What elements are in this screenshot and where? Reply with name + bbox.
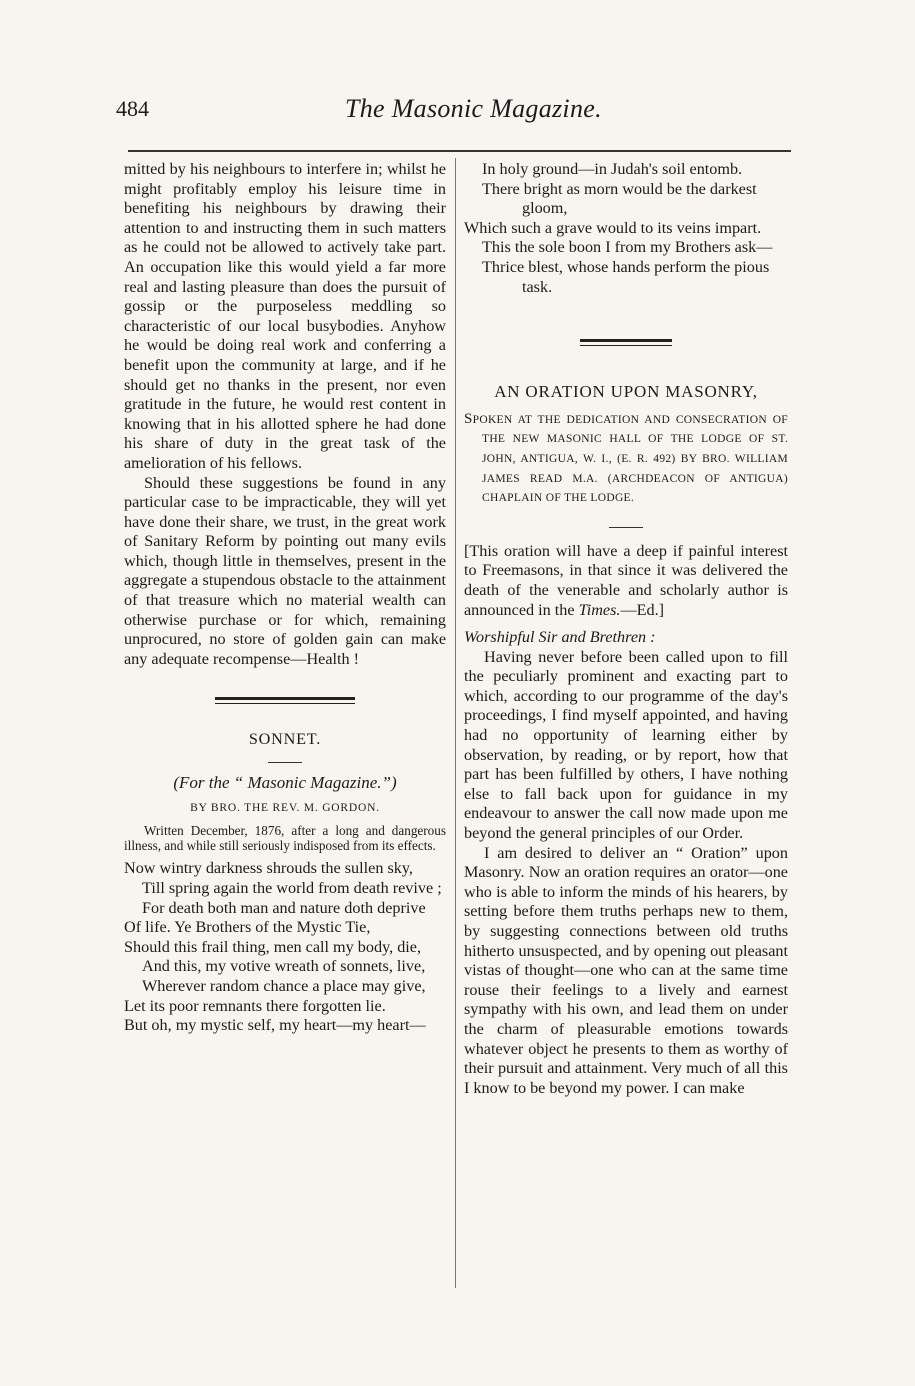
left-column (124, 160, 446, 1036)
editor-note-text: [This oration will have a deep if painful interest to Freemasons, in that since it was delivered the death of the venerable and scholarly author is announced in the (464, 541, 788, 619)
article-paragraph: Should these suggestions be found in any particular case to be impracticable, they will yet have done their share, we trust, in the great work of Sanitary Reform by pointing out many evils which, though little in themselves, present in the aggregate a stupendous obstacle to the attainment of that treasure which no material wealth can otherwise purchase or for which, remaining unprocured, no store of golden gain can make any adequate recompense—Health ! (124, 473, 446, 668)
oration-title: AN ORATION UPON MASONRY, (494, 382, 758, 402)
verse-line: But oh, my mystic self, my heart—my heart— (124, 1016, 426, 1035)
verse-line: Thrice blest, whose hands perform the pious task. (482, 257, 770, 296)
verse-line: Of life. Ye Brothers of the Mystic Tie, (124, 918, 371, 937)
right-column (464, 160, 788, 1098)
verse-line: For death both man and nature doth deprive (142, 898, 426, 917)
oration-paragraph: I am desired to deliver an “ Oration” upon Masonry. Now an oration requires an orator—one who is able to inform the minds of his hearers, by setting before them truths perhaps new to them, by suggesting connections between old truths hitherto unsuspected, and by opening out pleasant vistas of thought—one who can at the same time rouse their feelings to a lively and earnest sympathy with his own, and lead them on under the charm of pleasurable emotions towards whatever object he presents to them as worthy of their pursuit and attainment. Very much of all this I know to be beyond my power. I can make (464, 843, 788, 1097)
newspaper-name: Times. (578, 600, 621, 619)
header-rule (128, 150, 791, 152)
oration-spoken-at (464, 410, 788, 509)
sonnet-verse (124, 859, 446, 1035)
page-header (0, 96, 915, 136)
sonnet-note: Written December, 1876, after a long and dangerous illness, and while still seriously indisposed from its effects. (124, 823, 446, 853)
sonnet-byline: BY BRO. THE REV. M. GORDON. (190, 801, 380, 814)
page-number: 484 (116, 96, 149, 121)
spoken-at-text: POKEN AT THE DEDICATION AND CONSECRATION OF THE NEW MASONIC HALL OF THE LODGE OF ST. JOHN, ANTIGUA, W. I., (E. R. 492) BY BRO. WILLIAM JAMES READ M.A. (ARCHDEACON OF ANTIGUA) CHAPLAIN OF THE LODGE. (472, 413, 788, 505)
verse-line: Wherever random chance a place may give, (142, 976, 426, 995)
editor-note (464, 542, 788, 620)
verse-line: This the sole boon I from my Brothers ask— (482, 238, 773, 257)
running-title: The Masonic Magazine. (345, 94, 602, 123)
drop-cap: S (464, 410, 473, 427)
verse-line: Now wintry darkness shrouds the sullen sky, (124, 859, 413, 878)
editor-note-sign: —Ed.] (620, 600, 665, 619)
article-paragraph: mitted by his neighbours to interfere in; whilst he might profitably employ his leisure time in benefiting his neighbours by drawing their attention to and instructing them in such matters as he could not be allowed to actively take part. An occupation like this would yield a far more real and lasting pleasure than does the pursuit of gossip or the purposeless meddling so characteristic of our local busybodies. Anyhow he would be doing real work and conferring a benefit upon the community at large, and if he should get no thanks in the present, nor even gratitude in the future, he would rest content in knowing that in his allotted sphere he had done his share of duty in the great task of the amelioration of his fellows. (124, 160, 446, 472)
oration-salutation: Worshipful Sir and Brethren : (464, 628, 656, 647)
verse-line: And this, my votive wreath of sonnets, live, (142, 957, 426, 976)
verse-line: Till spring again the world from death revive ; (142, 879, 442, 897)
ornamental-rule (580, 339, 672, 346)
sonnet-title: SONNET. (248, 730, 322, 749)
verse-line: There bright as morn would be the darkest gloom, (482, 179, 757, 218)
column-divider (455, 158, 456, 1288)
verse-line: Should this frail thing, men call my body, die, (124, 937, 422, 956)
oration-paragraph: Having never before been called upon to fill the peculiarly prominent and exacting part to which, according to our programme of the day's proceedings, I find myself appointed, and having had no opportunity of learning either by observation, by reading, or by report, how that part has been fulfilled by others, I have nothing else to fall back upon for guidance in my endeavour to answer the call now made upon me beyond the general principles of our Order. (464, 647, 788, 843)
ornamental-rule (215, 697, 355, 704)
verse-line: Which such a grave would to its veins impart. (464, 218, 762, 237)
sonnet-subtitle: (For the “ Masonic Magazine.”) (173, 773, 397, 793)
verse-line: In holy ground—in Judah's soil entomb. (482, 160, 743, 178)
verse-line: Let its poor remnants there forgotten lie. (124, 996, 386, 1015)
sonnet-verse-continued (464, 160, 788, 297)
